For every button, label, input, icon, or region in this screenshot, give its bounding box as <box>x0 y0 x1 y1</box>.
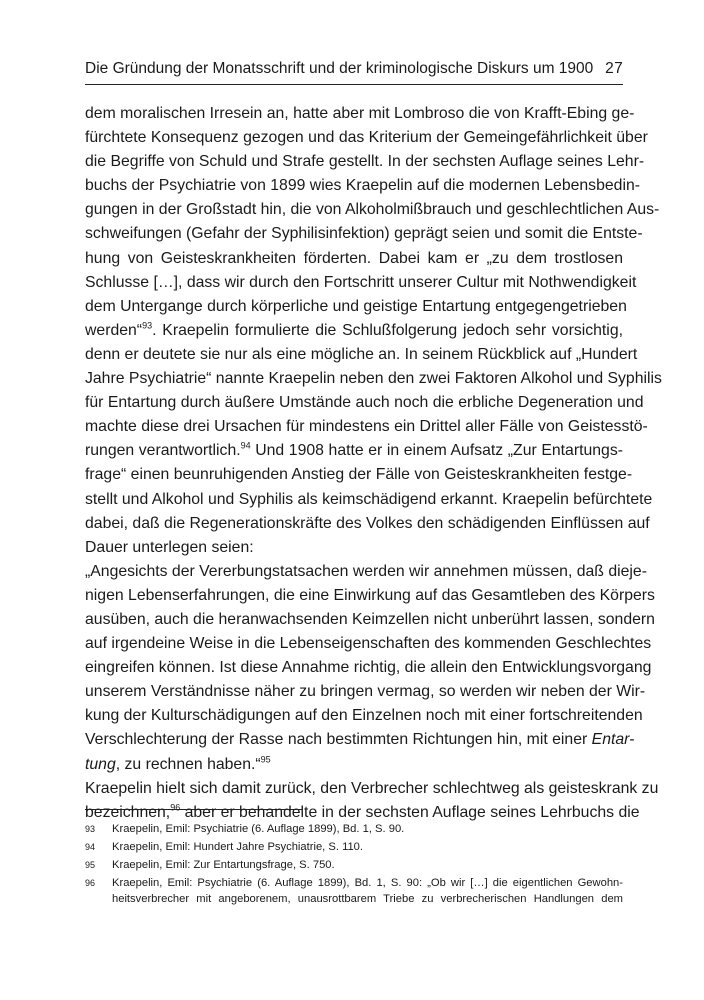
text-line: Jahre Psychiatrie“ nannte Kraepelin neben den zwei Faktoren Alkohol und Syphilis <box>85 370 662 388</box>
footnote-ref-95[interactable]: 95 <box>260 754 271 765</box>
text-fragment: Verschlechterung der Rasse nach bestimmten Richtungen hin, mit einer <box>85 731 592 749</box>
emphasis: tung <box>85 755 116 773</box>
running-title: Die Gründung der Monatsschrift und der kriminologische Diskurs um 1900 <box>85 60 594 77</box>
text-fragment: Und 1908 hatte er in einem Aufsatz „Zur Entartungs- <box>250 442 623 460</box>
emphasis: Entar- <box>591 731 635 749</box>
footnote-text: Kraepelin, Emil: Hundert Jahre Psychiatrie, S. 110. <box>112 841 364 853</box>
text-line: für Entartung durch äußere Umstände auch noch die erbliche Degeneration und <box>85 394 644 412</box>
footnote-96 <box>85 876 623 907</box>
main-text <box>85 102 662 825</box>
text-line: dem Untergange durch körperliche und geistige Entartung entgegengetrieben <box>85 297 627 315</box>
footnote-number: 94 <box>85 842 96 852</box>
text-fragment: , zu rechnen haben.“ <box>115 755 261 773</box>
text-fragment: bezeichnen, <box>85 803 171 821</box>
text-line: die Begriffe von Schuld und Strafe gestellt. In der sechsten Auflage seines Lehr- <box>85 153 645 171</box>
footnote-number: 95 <box>85 860 96 870</box>
text-line: schweifungen (Gefahr der Syphilisinfektion) geprägt seien und somit die Entste- <box>85 225 643 243</box>
text-line: machte diese drei Ursachen für mindestens ein Drittel aller Fälle von Geistesstö- <box>85 418 648 436</box>
footnote-ref-94[interactable]: 94 <box>240 441 251 452</box>
text-line: frage“ einen beunruhigenden Anstieg der Fälle von Geisteskrankheiten festge- <box>85 466 633 484</box>
text-fragment: . Kraepelin formulierte die Schlußfolgerung jedoch sehr vorsichtig, <box>152 321 623 339</box>
footnote-text: Kraepelin, Emil: Psychiatrie (6. Auflage 1899), Bd. 1, S. 90. <box>112 823 405 835</box>
quote-line: unserem Verständnisse näher zu bringen vermag, so werden wir neben der Wir- <box>85 683 646 701</box>
footnote-93 <box>85 822 623 838</box>
footnote-text: Kraepelin, Emil: Zur Entartungsfrage, S. 750. <box>112 859 335 871</box>
footnote-95 <box>85 858 623 874</box>
text-fragment: rungen verantwortlich. <box>85 442 241 460</box>
text-line <box>85 439 623 463</box>
footnote-text-continued: heitsverbrecher mit angeborenem, unausrottbarem Triebe zu verbrecherischen Handlungen dem <box>112 892 623 905</box>
text-line: fürchtete Konsequenz gezogen und das Kriterium der Gemeingefährlichkeit über <box>85 129 648 147</box>
footnote-ref-96[interactable]: 96 <box>170 802 181 813</box>
text-line: dabei, daß die Regenerationskräfte des Volkes den schädigenden Einflüssen auf <box>85 514 650 532</box>
quote-line <box>85 753 623 777</box>
text-fragment: werden“ <box>85 321 143 339</box>
text-line <box>85 319 623 343</box>
text-line: Schlusse […], dass wir durch den Fortschritt unserer Cultur mit Nothwendigkeit <box>85 273 637 291</box>
footnote-ref-93[interactable]: 93 <box>142 320 153 331</box>
text-line: dem moralischen Irresein an, hatte aber mit Lombroso die von Krafft-Ebing ge- <box>85 105 635 122</box>
text-line: Kraepelin hielt sich damit zurück, den Verbrecher schlechtweg als geisteskrank zu <box>85 779 659 797</box>
quote-line: kung der Kulturschädigungen auf den Einzelnen noch mit einer fortschreitenden <box>85 707 643 725</box>
page-number: 27 <box>605 60 623 77</box>
quote-line: „Angesichts der Vererbungstatsachen werden wir annehmen müssen, daß dieje- <box>85 562 647 580</box>
footnote-94 <box>85 840 623 856</box>
text-line: hung von Geisteskrankheiten förderten. Dabei kam er „zu dem trostlosen <box>85 249 623 267</box>
quote-line: eingreifen können. Ist diese Annahme richtig, die allein den Entwicklungsvorgang <box>85 659 652 677</box>
footnote-number: 96 <box>85 878 96 888</box>
text-line: buchs der Psychiatrie von 1899 wies Kraepelin auf die modernen Lebensbedin- <box>85 177 640 195</box>
text-line: gungen in der Großstadt hin, die von Alkoholmißbrauch und geschlechtlichen Aus- <box>85 201 660 219</box>
text-line: stellt und Alkohol und Syphilis als keimschädigend erkannt. Kraepelin befürchtete <box>85 490 653 508</box>
footnote-text: Kraepelin, Emil: Psychiatrie (6. Auflage 1899), Bd. 1, S. 90: „Ob wir […] die eigentlichen Gewohn- <box>112 877 623 889</box>
footnote-number: 93 <box>85 824 96 834</box>
text-line: denn er deutete sie nur als eine mögliche an. In seinem Rückblick auf „Hundert <box>85 345 638 363</box>
quote-line: auf irgendeine Weise in die Lebenseigenschaften des kommenden Geschlechtes <box>85 635 652 653</box>
quote-line: nigen Lebenserfahrungen, die eine Einwirkung auf das Gesamtleben des Körpers <box>85 586 655 604</box>
text-line: Dauer unterlegen seien: <box>85 538 254 556</box>
quote-line <box>85 728 635 752</box>
quote-line: ausüben, auch die heranwachsenden Keimzellen nicht unberührt lassen, sondern <box>85 610 655 628</box>
running-header <box>85 60 623 85</box>
footnote-separator <box>85 809 303 810</box>
text-fragment: aber er behandelte in der sechsten Auflage seines Lehrbuchs die <box>180 803 640 821</box>
